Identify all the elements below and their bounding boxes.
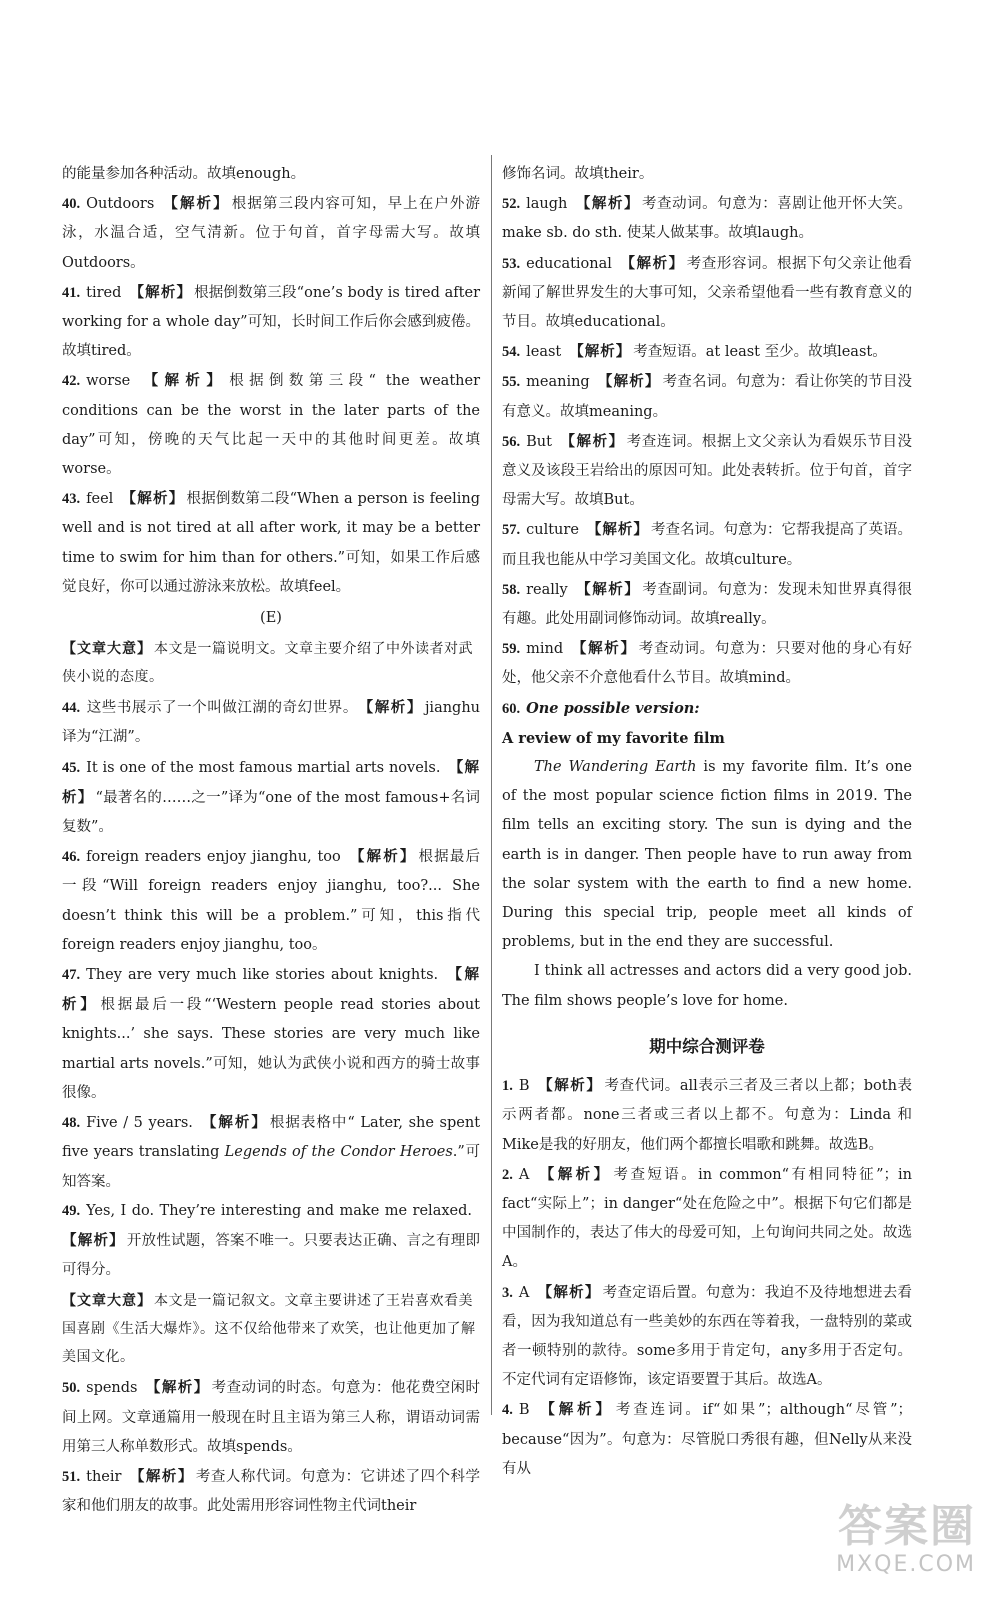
answer-item-47: [62, 960, 480, 1108]
item-answer: Outdoors: [86, 196, 155, 213]
summary-e: [62, 635, 480, 691]
item-number: 1.: [502, 1078, 513, 1095]
item-explanation: 考查连词。if“如果”；although“尽管”；because“因为”。句意为：尽管脱口秀很有趣，但Nelly从来没有从: [502, 1402, 913, 1477]
analysis-tag: 【解析】: [162, 195, 230, 213]
item-explanation: 考查动词。句意为：只要对他的身心有好处，他父亲不介意他看什么节目。故填mind。: [502, 641, 913, 687]
item-explanation: 考查人称代词。句意为：它讲述了四个科学家和他们朋友的故事。此处需用形容词性物主代词their: [62, 1468, 481, 1515]
sample-essay: [502, 724, 912, 1016]
answer-item-40: [62, 189, 480, 278]
answer-item-55: [502, 367, 912, 426]
book-title: Legends of the Condor Heroes: [224, 1144, 453, 1161]
answer-item-1: [502, 1071, 912, 1160]
item-explanation: 考查短语。in common“有相同特征”；in fact“实际上”；in danger“处在危险之中”。根据下句它们都是中国制作的，表达了伟大的母爱可知，上句询问共同之处。故选A。: [502, 1166, 912, 1271]
essay-title: A review of my favorite film: [502, 729, 725, 747]
analysis-tag: 【解析】: [537, 1283, 601, 1301]
item-answer: least: [526, 344, 562, 361]
answer-item-49: [62, 1197, 480, 1286]
analysis-tag: 【解析】: [537, 1401, 614, 1419]
item-answer: really: [526, 581, 568, 598]
analysis-tag: 【解析】: [138, 372, 228, 390]
item-explanation-end: .”可知答案。: [62, 1144, 480, 1190]
analysis-tag: 【解析】: [129, 1467, 194, 1485]
analysis-tag: 【解析】: [200, 1114, 268, 1132]
answer-item-3: [502, 1278, 912, 1396]
summary-tag: 【文章大意】: [62, 641, 152, 658]
answer-item-45: [62, 753, 480, 843]
answer-item-52: [502, 189, 912, 248]
item-number: 3.: [502, 1284, 513, 1301]
item-answer: feel: [86, 491, 114, 508]
item-explanation: 考查代词。all表示三者及三者以上都；both表示两者都。none三者或三者以上都不。句意为：Linda 和 Mike是我的好朋友，他们两个都擅长唱歌和跳舞。故选B。: [502, 1078, 913, 1153]
item-explanation: 根据表格中“ Later, she spent five years translating: [62, 1115, 481, 1161]
watermark-url: MXQE.COM: [836, 1552, 976, 1577]
item-answer: It is one of the most famous martial arts novels.: [86, 759, 441, 776]
analysis-tag: 【解析】: [365, 699, 423, 717]
item-answer: tired: [86, 284, 122, 301]
analysis-tag: 【解析】: [575, 580, 641, 598]
section-title: 期中综合测评卷: [649, 1036, 765, 1056]
watermark: [786, 1502, 976, 1582]
item-answer: A: [518, 1284, 530, 1301]
item-answer: But: [526, 433, 552, 450]
item-explanation: 考查定语后置。句意为：我迫不及待地想进去看看，因为我知道总有一些美妙的东西在等着我，一盘特别的菜或者一顿特别的款待。some多用于肯定句，any多用于否定句。不定代词有定语修饰，该定语要置于其后。故选A。: [502, 1284, 913, 1389]
item-explanation: 考查连词。根据上文父亲认为看娱乐节目没意义及该段王岩给出的原因可知。此处表转折。位于句首，首字母需大写。故填But。: [502, 433, 913, 509]
summary-f: [62, 1287, 480, 1371]
item-number: 47.: [62, 967, 81, 984]
summary-text: 本文是一篇记叙文。文章主要讲述了王岩喜欢看美国喜剧《生活大爆炸》。这不仅给他带来了欢笑，也让他更加了解美国文化。: [62, 1293, 476, 1366]
item-answer: B: [518, 1402, 530, 1419]
continuation-39: 的能量参加各种活动。故填enough。: [62, 166, 306, 182]
right-column: [502, 160, 912, 1484]
item-number: 48.: [62, 1115, 81, 1132]
answer-item-42: [62, 366, 480, 484]
item-answer: foreign readers enjoy jianghu, too: [86, 849, 341, 866]
column-divider: [491, 155, 492, 1415]
analysis-tag: 【解析】: [62, 966, 480, 1014]
analysis-tag: 【解析】: [145, 1379, 210, 1397]
left-column: [62, 160, 480, 1521]
essay-label: One possible version:: [526, 699, 700, 717]
analysis-tag: 【解析】: [575, 195, 641, 213]
item-answer: B: [518, 1078, 530, 1095]
item-number: 60.: [502, 700, 521, 717]
item-answer: A: [518, 1166, 530, 1183]
item-answer: Yes, I do. They’re interesting and make me relaxed.: [86, 1202, 472, 1219]
item-answer: mind: [526, 641, 564, 658]
answer-item-57: [502, 515, 912, 574]
answer-item-48: [62, 1108, 480, 1197]
item-answer: spends: [86, 1380, 138, 1397]
item-number: 53.: [502, 255, 521, 272]
item-number: 54.: [502, 344, 521, 361]
answer-item-43: [62, 484, 480, 602]
analysis-tag: 【解析】: [348, 848, 417, 866]
item-explanation: 考查副词。句意为：发现未知世界真得很有趣。此处用副词修饰动词。故填really。: [502, 581, 913, 628]
item-explanation: 根据最后一段“‘Western people read stories about knights...’ she says. These stories are very much like martial arts novels.”可知，她认为武侠小说和西方的骑士故事很像。: [62, 997, 480, 1101]
item-number: 51.: [62, 1468, 81, 1485]
item-explanation: 考查名词。句意为：看让你笑的节目没有意义。故填meaning。: [502, 374, 913, 420]
item-explanation: 考查动词。句意为：喜剧让他开怀大笑。make sb. do sth. 使某人做某事。故填laugh。: [502, 196, 913, 242]
summary-tag: 【文章大意】: [62, 1293, 152, 1310]
item-answer: meaning: [526, 374, 590, 391]
answer-item-4: [502, 1395, 912, 1484]
analysis-tag: 【解析】: [559, 432, 625, 450]
item-explanation: 根据倒数第三段“ the weather conditions can be the worst in the later parts of the day”可知，傍晚的天气比起一天中的其他时间更差。故填worse。: [62, 373, 481, 478]
item-answer: They are very much like stories about knights.: [86, 967, 439, 984]
item-explanation: 考查动词的时态。句意为：他花费空闲时间上网。文章通篇用一般现在时且主语为第三人称，谓语动词需用第三人称单数形式。故填spends。: [62, 1380, 481, 1455]
answer-item-60: [502, 694, 912, 724]
analysis-tag: 【解析】: [121, 490, 185, 508]
item-number: 50.: [62, 1380, 81, 1397]
answer-item-56: [502, 427, 912, 516]
answer-item-53: [502, 249, 912, 338]
item-number: 59.: [502, 641, 521, 658]
item-answer: 这些书展示了一个叫做江湖的奇幻世界。: [86, 700, 358, 717]
continuation-51: 修饰名词。故填their。: [502, 166, 654, 182]
item-explanation: 开放性试题，答案不唯一。只要表达正确、言之有理即可得分。: [62, 1232, 480, 1279]
analysis-tag: 【解析】: [62, 758, 480, 806]
item-answer: Five / 5 years.: [86, 1115, 193, 1132]
item-explanation: jianghu译为“江湖”。: [62, 700, 481, 746]
item-number: 55.: [502, 374, 521, 391]
item-number: 57.: [502, 522, 521, 539]
item-explanation: “最著名的……之一”译为“one of the most famous+名词复数”。: [62, 789, 480, 836]
item-number: 42.: [62, 373, 81, 390]
item-explanation: 根据倒数第二段“When a person is feeling well and is not tired at all after work, it may be a better time to swim for him than for others.”可知，如果工作后感觉良好，你可以通过游泳来放松。故填feel。: [62, 491, 480, 595]
item-explanation: 根据第三段内容可知，早上在户外游泳，水温合适，空气清新。位于句首，首字母需大写。故填Outdoors。: [62, 196, 481, 271]
item-explanation: 考查短语。at least 至少。故填least。: [633, 344, 887, 361]
answer-item-46: [62, 842, 480, 960]
item-explanation: 根据倒数第三段“one’s body is tired after working for a whole day”可知，长时间工作后你会感到疲倦。故填tired。: [62, 284, 480, 360]
analysis-tag: 【解析】: [586, 521, 649, 539]
answer-item-2: [502, 1160, 912, 1278]
answer-item-54: [502, 337, 912, 367]
answer-item-58: [502, 575, 912, 634]
item-number: 44.: [62, 700, 81, 717]
item-number: 52.: [502, 196, 521, 213]
watermark-logo: 答案圈: [838, 1501, 976, 1552]
analysis-tag: 【解析】: [569, 343, 632, 361]
item-explanation: 根据最后一段“Will foreign readers enjoy jianghu, too?... She doesn’t think this will be a problem.”可知，this指代foreign readers enjoy jianghu, too。: [62, 849, 480, 953]
item-explanation: 考查形容词。根据下句父亲让他看新闻了解世界发生的大事可知，父亲希望他看一些有教育意义的节目。故填educational。: [502, 255, 913, 331]
analysis-tag: 【解析】: [537, 1077, 603, 1095]
answer-item-41: [62, 278, 480, 367]
item-number: 4.: [502, 1402, 513, 1419]
item-number: 56.: [502, 433, 521, 450]
essay-paragraph-2: I think all actresses and actors did a very good job. The film shows people’s love for home.: [502, 963, 912, 1009]
analysis-tag: 【解析】: [129, 283, 193, 301]
analysis-tag: 【解析】: [619, 254, 685, 272]
item-number: 49.: [62, 1202, 81, 1219]
item-number: 41.: [62, 284, 81, 301]
item-number: 58.: [502, 581, 521, 598]
summary-text: 本文是一篇说明文。文章主要介绍了中外读者对武侠小说的态度。: [62, 641, 473, 686]
item-number: 45.: [62, 759, 81, 776]
section-e-label: (E): [260, 610, 282, 627]
item-number: 40.: [62, 196, 81, 213]
item-number: 2.: [502, 1166, 513, 1183]
analysis-tag: 【解析】: [597, 373, 661, 391]
answer-item-51: [62, 1462, 480, 1521]
item-answer: culture: [526, 522, 579, 539]
item-answer: laugh: [526, 196, 568, 213]
essay-paragraph-1: [502, 753, 912, 957]
analysis-tag: 【解析】: [571, 640, 637, 658]
item-answer: their: [86, 1468, 122, 1485]
item-number: 46.: [62, 849, 81, 866]
answer-item-50: [62, 1373, 480, 1462]
item-explanation: 考查名词。句意为：它帮我提高了英语。而且我也能从中学习美国文化。故填culture。: [502, 522, 913, 568]
item-answer: worse: [86, 373, 131, 390]
answer-item-59: [502, 634, 912, 693]
analysis-tag: 【解析】: [537, 1165, 612, 1183]
analysis-tag: 【解析】: [62, 1231, 125, 1249]
film-title: The Wandering Earth: [534, 759, 697, 776]
answer-item-44: [62, 693, 480, 752]
essay-paragraph-1-text: is my favorite film. It’s one of the most popular science fiction films in 2019. The film tells an exciting story. The sun is dying and the earth is in danger. Then people have to run away from the solar system with the earth to find a new home. During this special trip, people meet all kinds of problems, but in the end they are successful.: [502, 759, 912, 951]
item-answer: educational: [526, 255, 612, 272]
item-number: 43.: [62, 491, 81, 508]
